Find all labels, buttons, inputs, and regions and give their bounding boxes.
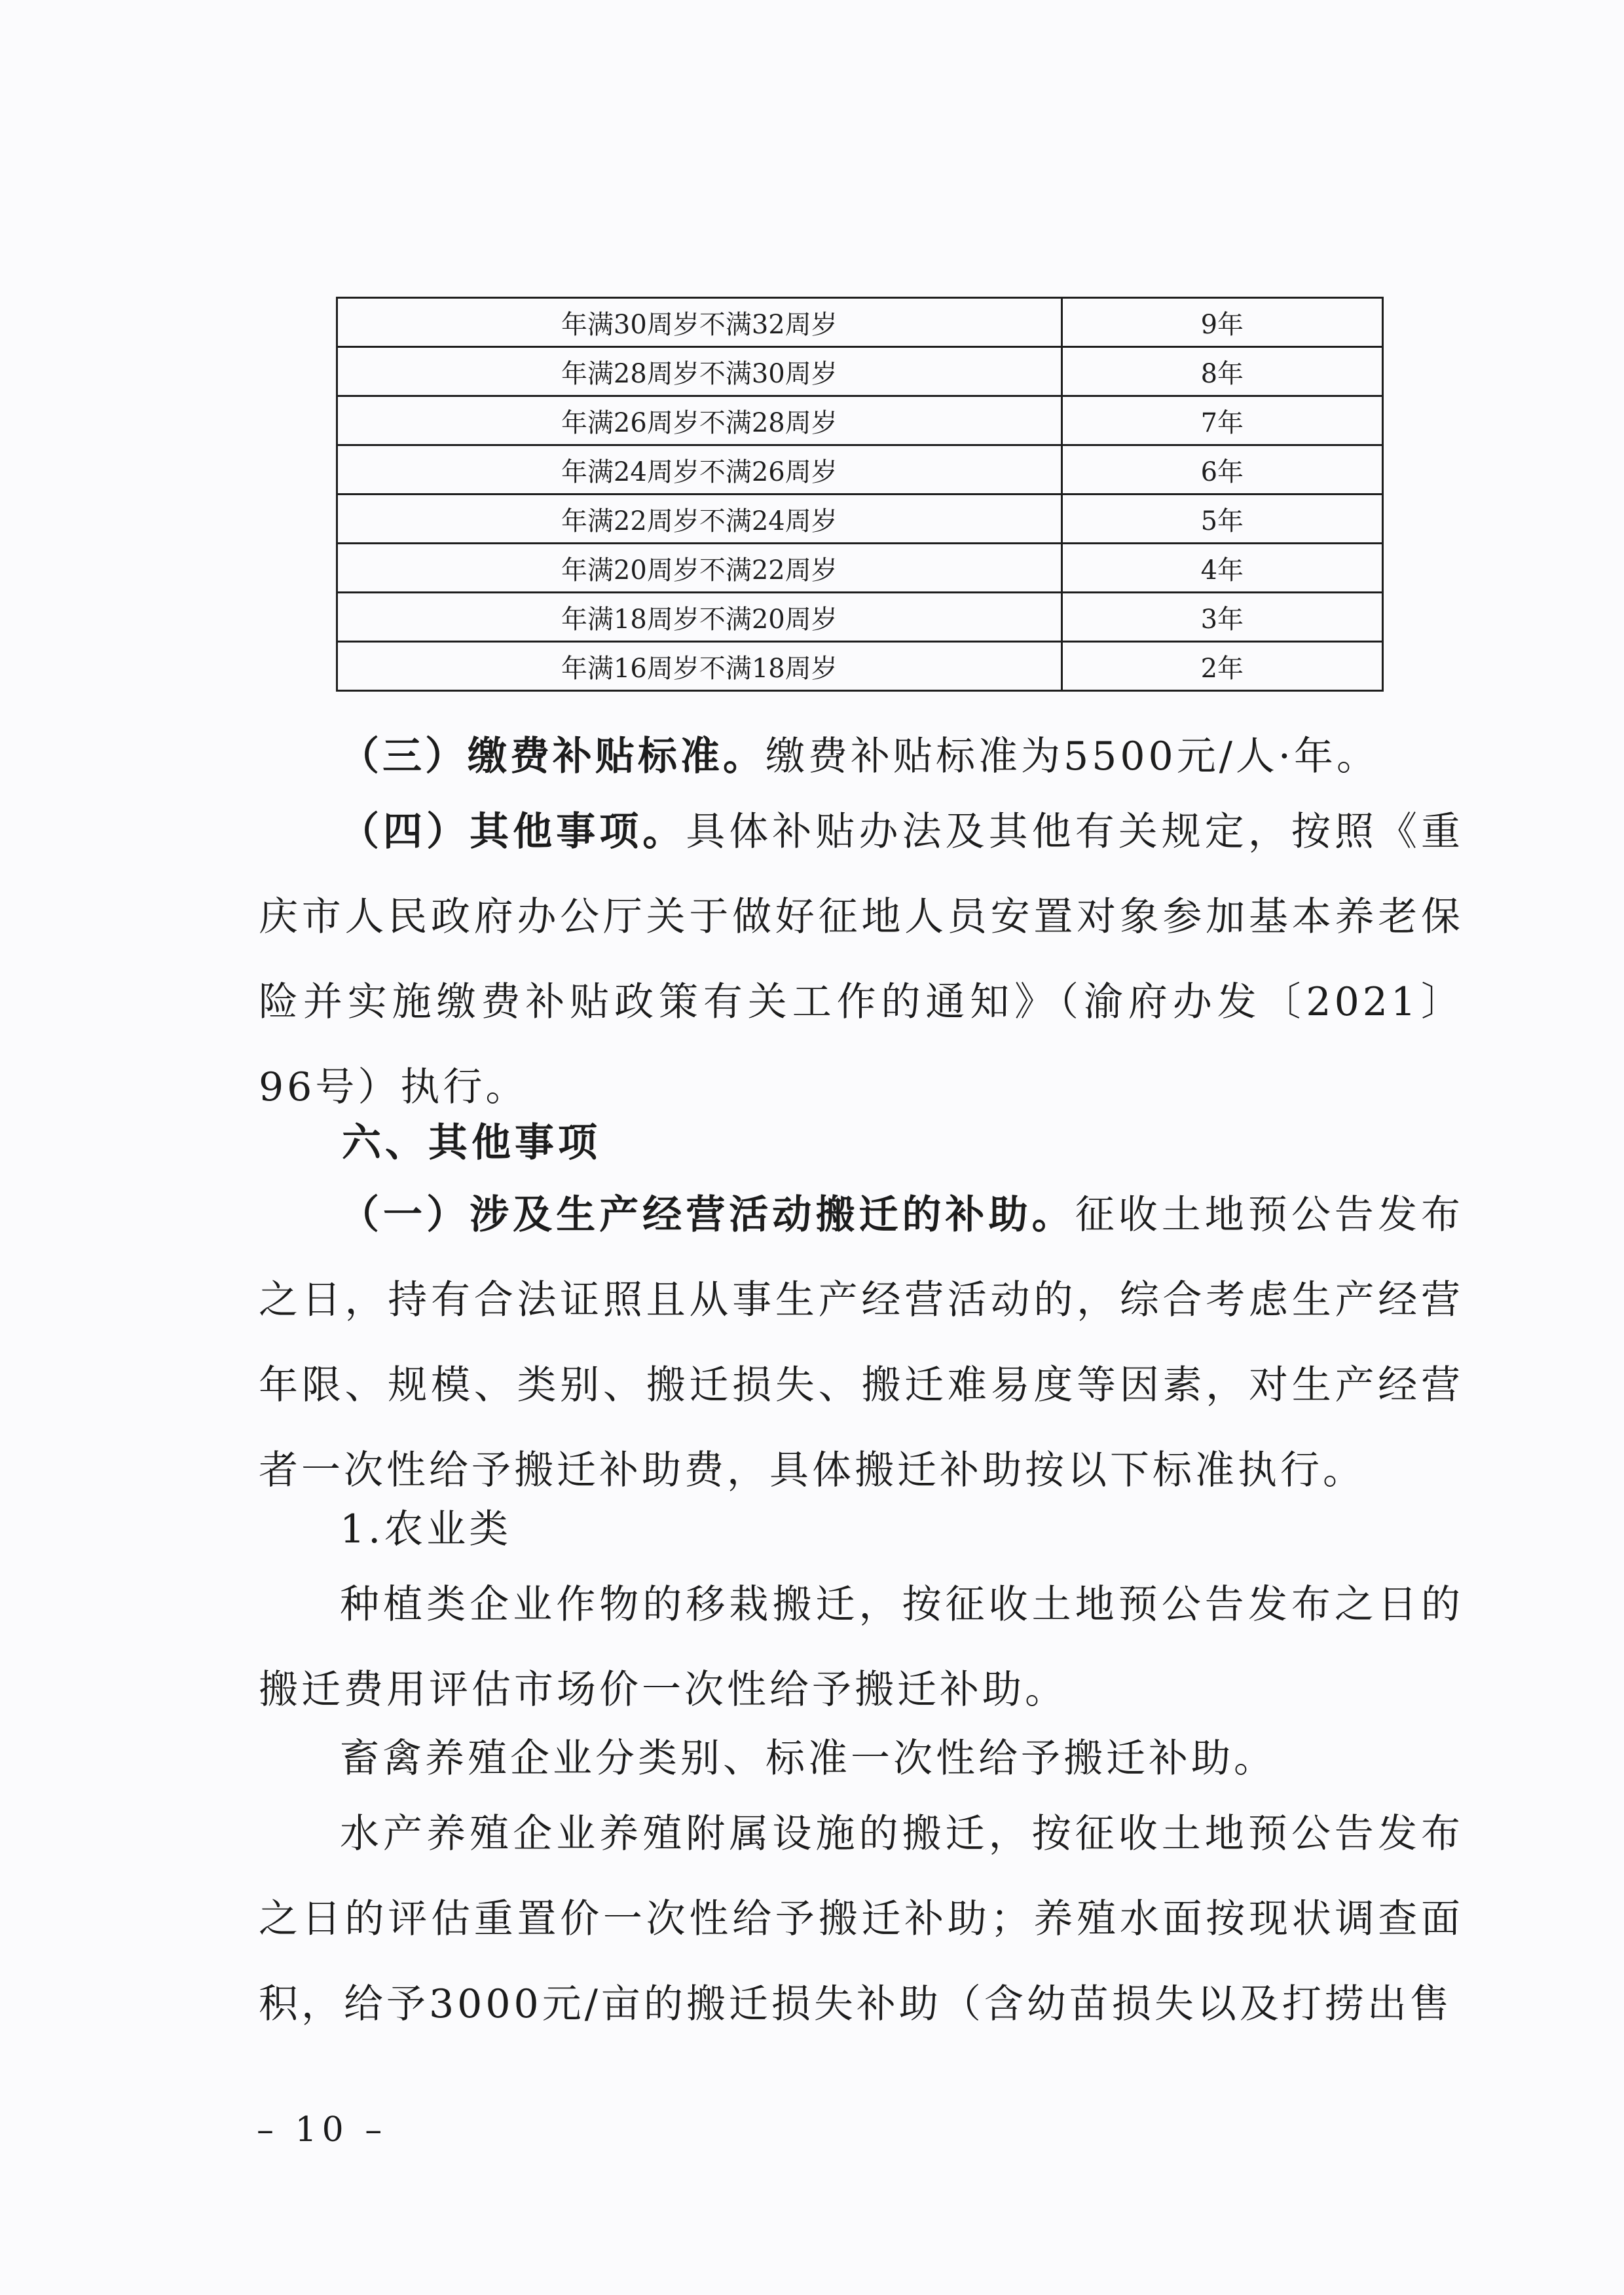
age-range-cell: 年满22周岁不满24周岁 — [337, 494, 1062, 544]
table-row — [337, 494, 1383, 544]
agriculture-heading: 1.农业类 — [340, 1506, 512, 1552]
age-range-cell: 年满24周岁不满26周岁 — [337, 445, 1062, 494]
age-range-cell: 年满18周岁不满20周岁 — [337, 593, 1062, 642]
table-row — [337, 593, 1383, 642]
years-cell: 9年 — [1061, 298, 1382, 347]
section-3-title: （三）缴费补贴标准。 — [340, 734, 766, 779]
age-range-cell: 年满28周岁不满30周岁 — [337, 347, 1062, 396]
agriculture-paragraph-3: 水产养殖企业养殖附属设施的搬迁，按征收土地预公告发布之日的评估重置价一次性给予搬迁补助；养殖水面按现状调查面积，给予3000元/亩的搬迁损失补助（含幼苗损失以及打捞出售 — [259, 1811, 1464, 2027]
age-range-cell: 年满20周岁不满22周岁 — [337, 544, 1062, 593]
age-range-cell: 年满16周岁不满18周岁 — [337, 642, 1062, 691]
section-4-paragraph — [259, 789, 1464, 1130]
years-cell: 3年 — [1061, 593, 1382, 642]
table-row — [337, 347, 1383, 396]
table-row — [337, 544, 1383, 593]
table-row — [337, 445, 1383, 494]
section-3-paragraph — [259, 714, 1464, 799]
section-3-text: 缴费补贴标准为5500元/人·年。 — [766, 734, 1379, 779]
section-6-heading: 六、其他事项 — [342, 1120, 601, 1166]
age-range-cell: 年满30周岁不满32周岁 — [337, 298, 1062, 347]
age-years-table — [336, 297, 1384, 692]
section-4-title: （四）其他事项。 — [340, 809, 686, 855]
years-cell: 2年 — [1061, 642, 1382, 691]
years-cell: 8年 — [1061, 347, 1382, 396]
page-number: – 10 – — [257, 2110, 388, 2150]
item-1-title: （一）涉及生产经营活动搬迁的补助。 — [340, 1192, 1075, 1238]
table-row — [337, 298, 1383, 347]
age-range-cell: 年满26周岁不满28周岁 — [337, 396, 1062, 445]
item-1-paragraph — [259, 1172, 1464, 1513]
agriculture-paragraph-2: 畜禽养殖企业分类别、标准一次性给予搬迁补助。 — [340, 1736, 1276, 1782]
item-1-text: 征收土地预公告发布之日，持有合法证照且从事生产经营活动的，综合考虑生产经营年限、规模、类别、搬迁损失、搬迁难易度等因素，对生产经营者一次性给予搬迁补助费，具体搬迁补助按以下标准执行。 — [259, 1192, 1464, 1493]
years-cell: 6年 — [1061, 445, 1382, 494]
table-row — [337, 396, 1383, 445]
years-cell: 4年 — [1061, 544, 1382, 593]
table-row — [337, 642, 1383, 691]
agriculture-paragraph-1: 种植类企业作物的移栽搬迁，按征收土地预公告发布之日的搬迁费用评估市场价一次性给予搬迁补助。 — [259, 1582, 1464, 1713]
years-cell: 5年 — [1061, 494, 1382, 544]
section-4-text: 具体补贴办法及其他有关规定，按照《重庆市人民政府办公厅关于做好征地人员安置对象参加基本养老保险并实施缴费补贴政策有关工作的通知》（渝府办发〔2021〕96号）执行。 — [259, 809, 1464, 1110]
years-cell: 7年 — [1061, 396, 1382, 445]
